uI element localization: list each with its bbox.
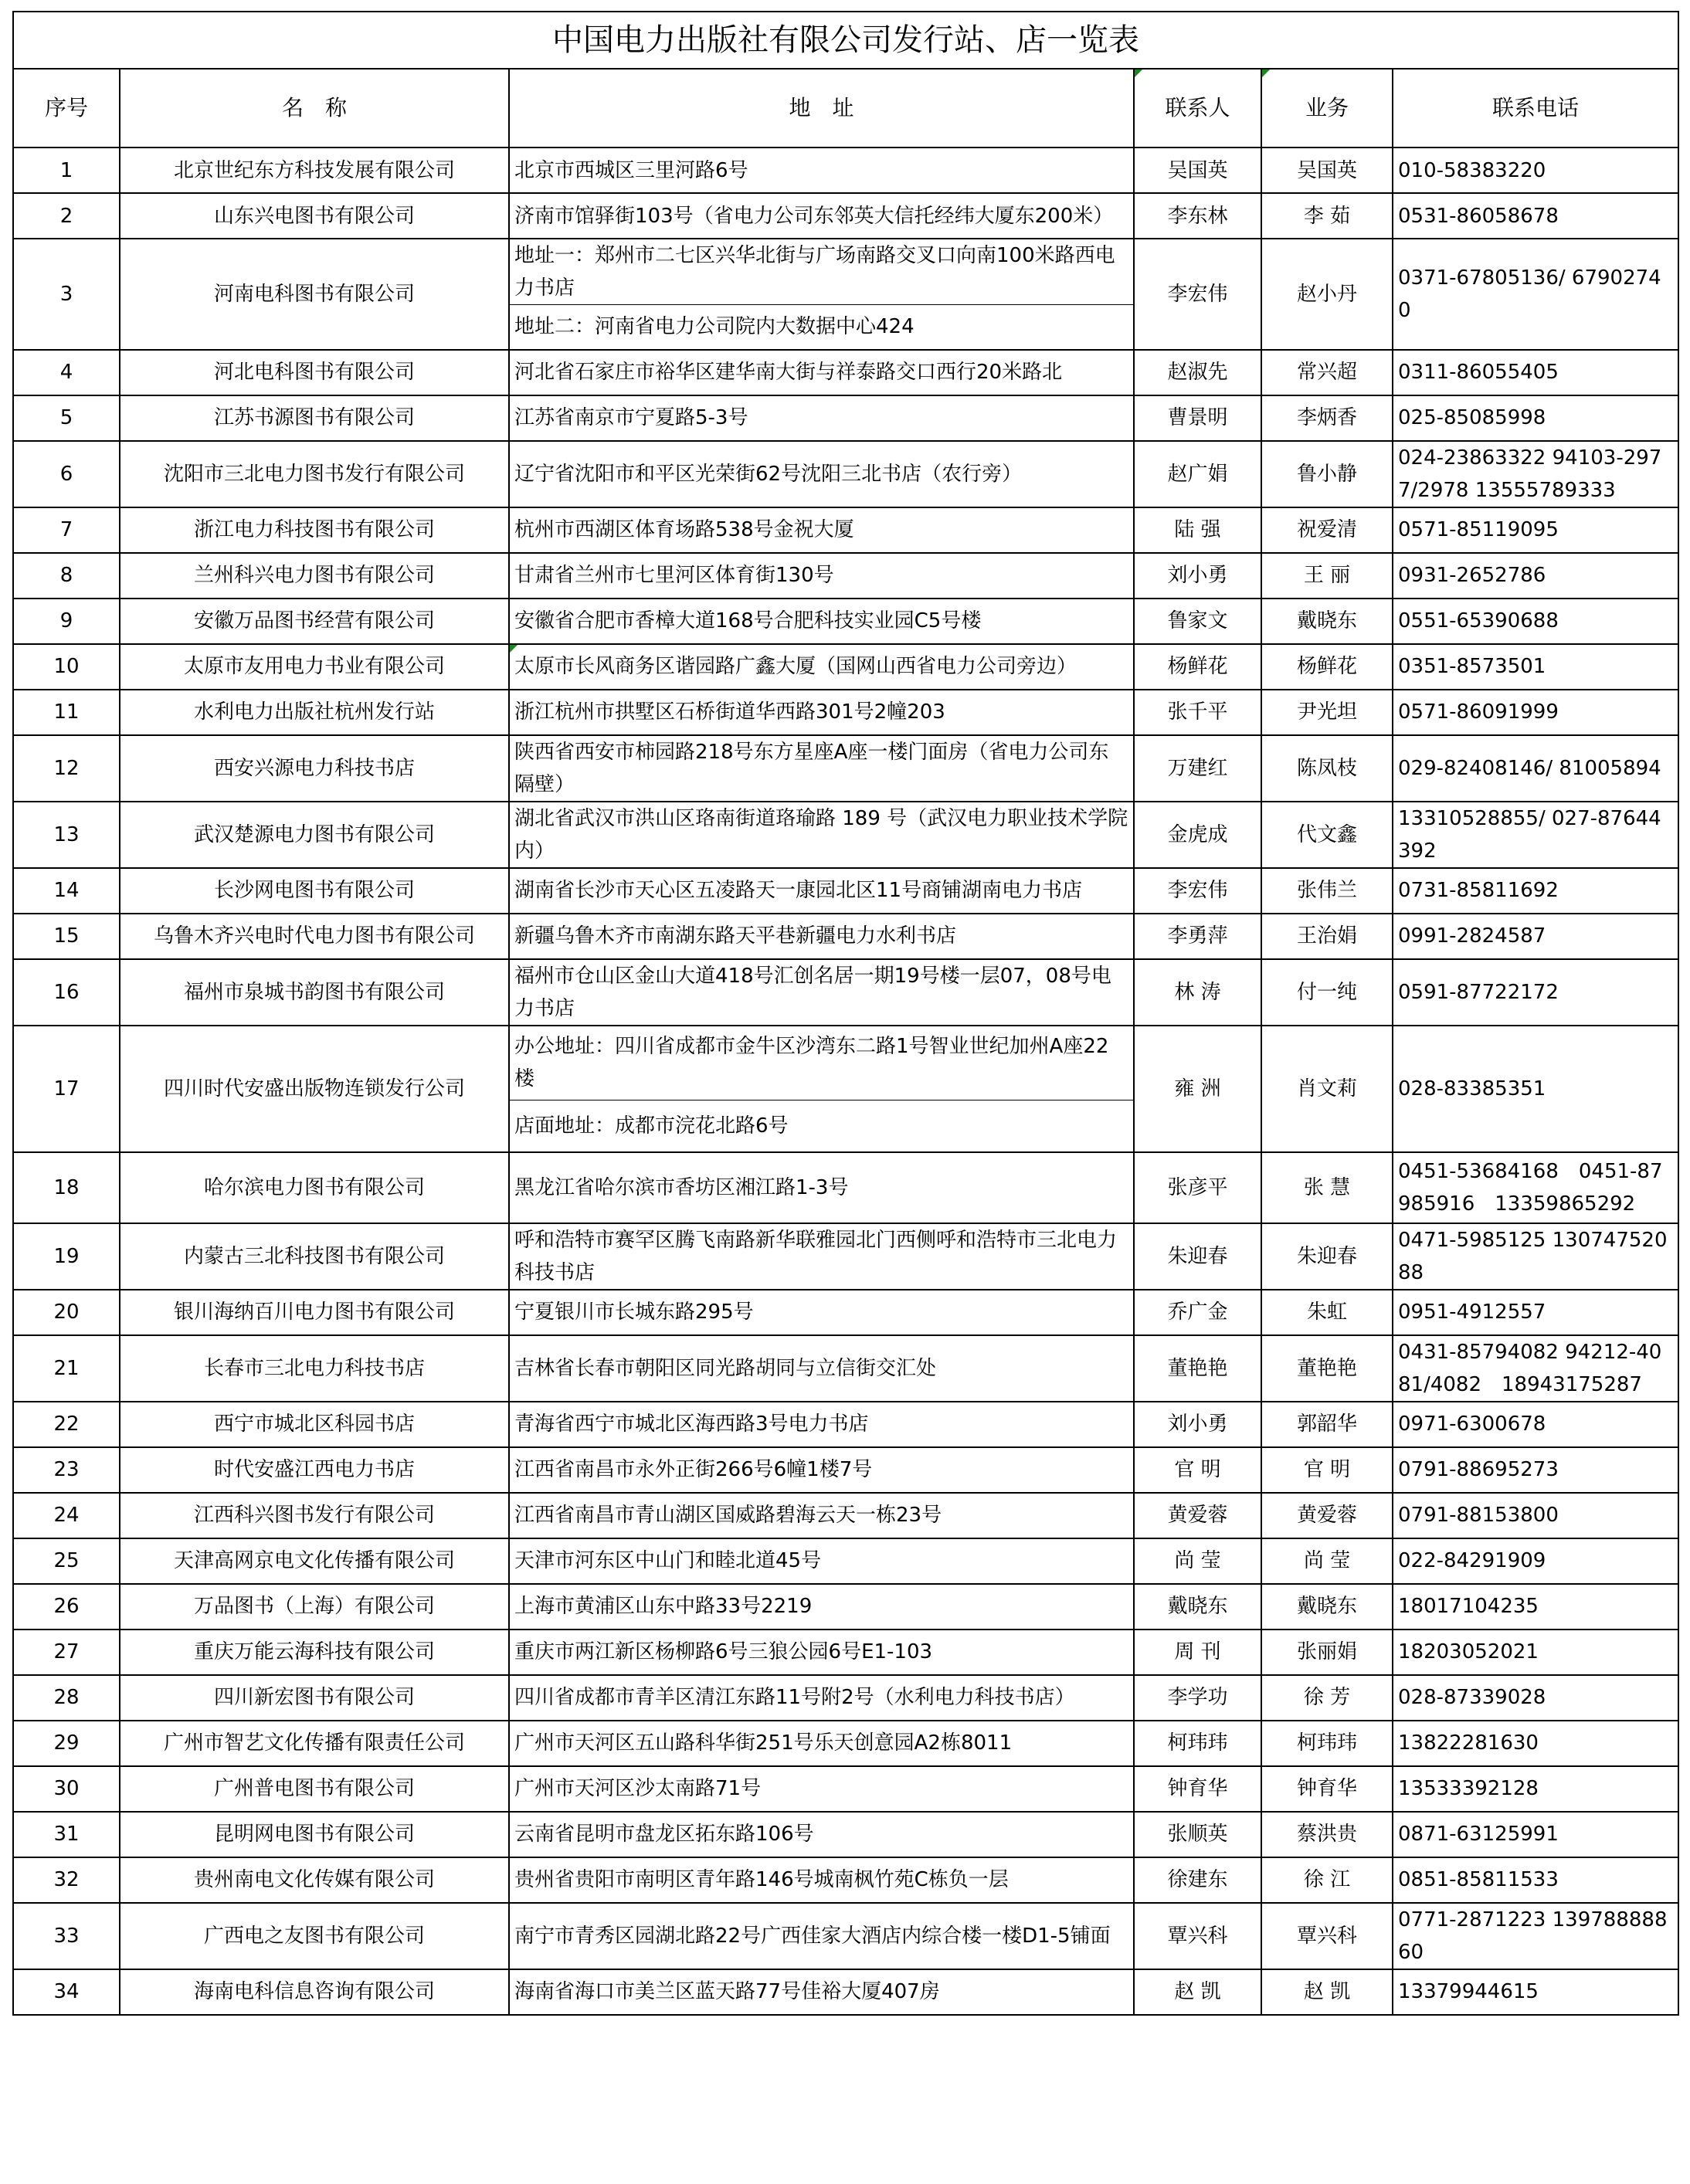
address: 江西省南昌市永外正街266号6幢1楼7号 xyxy=(509,1447,1134,1493)
contact-person: 柯玮玮 xyxy=(1134,1721,1261,1766)
address: 宁夏银川市长城东路295号 xyxy=(509,1290,1134,1335)
phone-number: 13379944615 xyxy=(1393,1969,1678,2015)
row-index: 17 xyxy=(13,1026,120,1152)
phone-number: 0591-87722172 xyxy=(1393,959,1678,1026)
phone-number: 0771-2871223 13978888860 xyxy=(1393,1903,1678,1969)
row-index: 9 xyxy=(13,599,120,644)
contact-person: 林 涛 xyxy=(1134,959,1261,1026)
row-index: 12 xyxy=(13,735,120,802)
business-person: 代文鑫 xyxy=(1261,802,1393,868)
company-name: 北京世纪东方科技发展有限公司 xyxy=(120,148,509,193)
table-row xyxy=(13,1493,1678,1538)
address: 办公地址：四川省成都市金牛区沙湾东二路1号智业世纪加州A座22楼 xyxy=(509,1026,1134,1100)
table-row xyxy=(13,350,1678,395)
row-index: 15 xyxy=(13,914,120,959)
address: 黑龙江省哈尔滨市香坊区湘江路1-3号 xyxy=(509,1152,1134,1223)
header-index: 序号 xyxy=(13,69,120,148)
phone-number: 0851-85811533 xyxy=(1393,1857,1678,1903)
address: 天津市河东区中山门和睦北道45号 xyxy=(509,1538,1134,1584)
table-row xyxy=(13,1766,1678,1812)
row-index: 22 xyxy=(13,1402,120,1447)
phone-number: 0791-88695273 xyxy=(1393,1447,1678,1493)
business-person: 赵小丹 xyxy=(1261,239,1393,350)
row-index: 26 xyxy=(13,1584,120,1630)
table-row xyxy=(13,1447,1678,1493)
row-index: 19 xyxy=(13,1223,120,1290)
row-index: 4 xyxy=(13,350,120,395)
business-person: 朱虹 xyxy=(1261,1290,1393,1335)
address: 辽宁省沈阳市和平区光荣街62号沈阳三北书店（农行旁） xyxy=(509,441,1134,507)
address: 海南省海口市美兰区蓝天路77号佳裕大厦407房 xyxy=(509,1969,1134,2015)
phone-number: 025-85085998 xyxy=(1393,395,1678,441)
phone-number: 0371-67805136/ 67902740 xyxy=(1393,239,1678,350)
phone-number: 13822281630 xyxy=(1393,1721,1678,1766)
table-row xyxy=(13,644,1678,690)
table-row xyxy=(13,1026,1678,1100)
address: 广州市天河区沙太南路71号 xyxy=(509,1766,1134,1812)
row-index: 28 xyxy=(13,1675,120,1721)
contact-person: 张彦平 xyxy=(1134,1152,1261,1223)
contact-person: 刘小勇 xyxy=(1134,1402,1261,1447)
company-name: 江苏书源图书有限公司 xyxy=(120,395,509,441)
table-row xyxy=(13,1584,1678,1630)
table-row xyxy=(13,868,1678,914)
table-row xyxy=(13,1152,1678,1223)
company-name: 乌鲁木齐兴电时代电力图书有限公司 xyxy=(120,914,509,959)
business-person: 徐 江 xyxy=(1261,1857,1393,1903)
company-name: 水利电力出版社杭州发行站 xyxy=(120,690,509,735)
row-index: 14 xyxy=(13,868,120,914)
phone-number: 028-87339028 xyxy=(1393,1675,1678,1721)
contact-person: 赵淑先 xyxy=(1134,350,1261,395)
business-person: 戴晓东 xyxy=(1261,1584,1393,1630)
company-name: 长沙网电图书有限公司 xyxy=(120,868,509,914)
contact-person: 官 明 xyxy=(1134,1447,1261,1493)
contact-person: 雍 洲 xyxy=(1134,1026,1261,1152)
address: 太原市长风商务区谐园路广鑫大厦（国网山西省电力公司旁边） xyxy=(509,644,1134,690)
row-index: 21 xyxy=(13,1335,120,1402)
business-person: 尹光坦 xyxy=(1261,690,1393,735)
phone-number: 0311-86055405 xyxy=(1393,350,1678,395)
table-row xyxy=(13,1402,1678,1447)
address: 江苏省南京市宁夏路5-3号 xyxy=(509,395,1134,441)
address: 重庆市两江新区杨柳路6号三狼公园6号E1-103 xyxy=(509,1630,1134,1675)
row-index: 2 xyxy=(13,193,120,239)
contact-person: 杨鲜花 xyxy=(1134,644,1261,690)
table-row xyxy=(13,735,1678,802)
phone-number: 0731-85811692 xyxy=(1393,868,1678,914)
company-name: 昆明网电图书有限公司 xyxy=(120,1812,509,1857)
address: 江西省南昌市青山湖区国威路碧海云天一栋23号 xyxy=(509,1493,1134,1538)
company-name: 兰州科兴电力图书有限公司 xyxy=(120,553,509,599)
company-name: 广西电之友图书有限公司 xyxy=(120,1903,509,1969)
table-row xyxy=(13,1721,1678,1766)
header-name: 名 称 xyxy=(120,69,509,148)
row-index: 7 xyxy=(13,507,120,553)
contact-person: 李宏伟 xyxy=(1134,868,1261,914)
phone-number: 0991-2824587 xyxy=(1393,914,1678,959)
contact-person: 曹景明 xyxy=(1134,395,1261,441)
company-name: 长春市三北电力科技书店 xyxy=(120,1335,509,1402)
business-person: 陈凤枝 xyxy=(1261,735,1393,802)
company-name: 万品图书（上海）有限公司 xyxy=(120,1584,509,1630)
directory-sheet xyxy=(12,11,1678,2016)
contact-person: 金虎成 xyxy=(1134,802,1261,868)
company-name: 银川海纳百川电力图书有限公司 xyxy=(120,1290,509,1335)
business-person: 覃兴科 xyxy=(1261,1903,1393,1969)
address: 呼和浩特市赛罕区腾飞南路新华联雅园北门西侧呼和浩特市三北电力科技书店 xyxy=(509,1223,1134,1290)
row-index: 31 xyxy=(13,1812,120,1857)
table-row xyxy=(13,193,1678,239)
business-person: 张丽娟 xyxy=(1261,1630,1393,1675)
contact-person: 李东林 xyxy=(1134,193,1261,239)
company-name: 福州市泉城书韵图书有限公司 xyxy=(120,959,509,1026)
row-index: 5 xyxy=(13,395,120,441)
business-person: 张伟兰 xyxy=(1261,868,1393,914)
company-name: 海南电科信息咨询有限公司 xyxy=(120,1969,509,2015)
phone-number: 028-83385351 xyxy=(1393,1026,1678,1152)
company-name: 山东兴电图书有限公司 xyxy=(120,193,509,239)
directory-table xyxy=(12,11,1679,2016)
row-index: 24 xyxy=(13,1493,120,1538)
row-index: 3 xyxy=(13,239,120,350)
table-row xyxy=(13,395,1678,441)
contact-person: 陆 强 xyxy=(1134,507,1261,553)
company-name: 江西科兴图书发行有限公司 xyxy=(120,1493,509,1538)
row-index: 29 xyxy=(13,1721,120,1766)
table-row xyxy=(13,1903,1678,1969)
phone-number: 024-23863322 94103-2977/2978 13555789333 xyxy=(1393,441,1678,507)
contact-person: 钟育华 xyxy=(1134,1766,1261,1812)
contact-person: 周 刊 xyxy=(1134,1630,1261,1675)
business-person: 戴晓东 xyxy=(1261,599,1393,644)
contact-person: 李宏伟 xyxy=(1134,239,1261,350)
company-name: 太原市友用电力书业有限公司 xyxy=(120,644,509,690)
phone-number: 0351-8573501 xyxy=(1393,644,1678,690)
business-person: 吴国英 xyxy=(1261,148,1393,193)
phone-number: 13310528855/ 027-87644392 xyxy=(1393,802,1678,868)
contact-person: 乔广金 xyxy=(1134,1290,1261,1335)
address: 云南省昆明市盘龙区拓东路106号 xyxy=(509,1812,1134,1857)
company-name: 河南电科图书有限公司 xyxy=(120,239,509,350)
address: 浙江杭州市拱墅区石桥街道华西路301号2幢203 xyxy=(509,690,1134,735)
contact-person: 张顺英 xyxy=(1134,1812,1261,1857)
row-index: 16 xyxy=(13,959,120,1026)
business-person: 常兴超 xyxy=(1261,350,1393,395)
table-row xyxy=(13,553,1678,599)
row-index: 25 xyxy=(13,1538,120,1584)
phone-number: 0571-86091999 xyxy=(1393,690,1678,735)
phone-number: 0791-88153800 xyxy=(1393,1493,1678,1538)
phone-number: 0531-86058678 xyxy=(1393,193,1678,239)
company-name: 哈尔滨电力图书有限公司 xyxy=(120,1152,509,1223)
table-row xyxy=(13,1812,1678,1857)
address: 地址一：郑州市二七区兴华北街与广场南路交叉口向南100米路西电力书店 xyxy=(509,239,1134,305)
address: 吉林省长春市朝阳区同光路胡同与立信街交汇处 xyxy=(509,1335,1134,1402)
company-name: 西宁市城北区科园书店 xyxy=(120,1402,509,1447)
row-index: 27 xyxy=(13,1630,120,1675)
table-row xyxy=(13,1969,1678,2015)
page-title: 中国电力出版社有限公司发行站、店一览表 xyxy=(13,12,1678,69)
address: 甘肃省兰州市七里河区体育街130号 xyxy=(509,553,1134,599)
contact-person: 赵广娟 xyxy=(1134,441,1261,507)
business-person: 钟育华 xyxy=(1261,1766,1393,1812)
address: 新疆乌鲁木齐市南湖东路天平巷新疆电力水利书店 xyxy=(509,914,1134,959)
address-secondary: 店面地址：成都市浣花北路6号 xyxy=(509,1100,1134,1152)
table-row xyxy=(13,1630,1678,1675)
address: 四川省成都市青羊区清江东路11号附2号（水利电力科技书店） xyxy=(509,1675,1134,1721)
contact-person: 覃兴科 xyxy=(1134,1903,1261,1969)
address: 北京市西城区三里河路6号 xyxy=(509,148,1134,193)
address: 南宁市青秀区园湖北路22号广西佳家大酒店内综合楼一楼D1-5铺面 xyxy=(509,1903,1134,1969)
contact-person: 吴国英 xyxy=(1134,148,1261,193)
table-row xyxy=(13,1290,1678,1335)
table-row xyxy=(13,1538,1678,1584)
header-phone: 联系电话 xyxy=(1393,69,1678,148)
table-row xyxy=(13,1857,1678,1903)
address: 福州市仓山区金山大道418号汇创名居一期19号楼一层07，08号电力书店 xyxy=(509,959,1134,1026)
phone-number: 0951-4912557 xyxy=(1393,1290,1678,1335)
address: 贵州省贵阳市南明区青年路146号城南枫竹苑C栋负一层 xyxy=(509,1857,1134,1903)
phone-number: 0451-53684168 0451-87985916 13359865292 xyxy=(1393,1152,1678,1223)
phone-number: 0871-63125991 xyxy=(1393,1812,1678,1857)
business-person: 李炳香 xyxy=(1261,395,1393,441)
business-person: 尚 莹 xyxy=(1261,1538,1393,1584)
phone-number: 0431-85794082 94212-4081/4082 18943175287 xyxy=(1393,1335,1678,1402)
company-name: 沈阳市三北电力图书发行有限公司 xyxy=(120,441,509,507)
business-person: 朱迎春 xyxy=(1261,1223,1393,1290)
phone-number: 029-82408146/ 81005894 xyxy=(1393,735,1678,802)
table-row xyxy=(13,1223,1678,1290)
contact-person: 赵 凯 xyxy=(1134,1969,1261,2015)
contact-person: 董艳艳 xyxy=(1134,1335,1261,1402)
phone-number: 0571-85119095 xyxy=(1393,507,1678,553)
business-person: 赵 凯 xyxy=(1261,1969,1393,2015)
phone-number: 0931-2652786 xyxy=(1393,553,1678,599)
business-person: 鲁小静 xyxy=(1261,441,1393,507)
contact-person: 徐建东 xyxy=(1134,1857,1261,1903)
company-name: 广州市智艺文化传播有限责任公司 xyxy=(120,1721,509,1766)
row-index: 30 xyxy=(13,1766,120,1812)
business-person: 徐 芳 xyxy=(1261,1675,1393,1721)
phone-number: 13533392128 xyxy=(1393,1766,1678,1812)
business-person: 蔡洪贵 xyxy=(1261,1812,1393,1857)
table-row xyxy=(13,914,1678,959)
company-name: 安徽万品图书经营有限公司 xyxy=(120,599,509,644)
table-row xyxy=(13,148,1678,193)
row-index: 34 xyxy=(13,1969,120,2015)
contact-person: 李勇萍 xyxy=(1134,914,1261,959)
row-index: 1 xyxy=(13,148,120,193)
business-person: 杨鲜花 xyxy=(1261,644,1393,690)
business-person: 王治娟 xyxy=(1261,914,1393,959)
table-row xyxy=(13,507,1678,553)
address-secondary: 地址二：河南省电力公司院内大数据中心424 xyxy=(509,305,1134,350)
table-row xyxy=(13,690,1678,735)
business-person: 官 明 xyxy=(1261,1447,1393,1493)
table-row xyxy=(13,239,1678,305)
row-index: 32 xyxy=(13,1857,120,1903)
company-name: 西安兴源电力科技书店 xyxy=(120,735,509,802)
company-name: 四川新宏图书有限公司 xyxy=(120,1675,509,1721)
contact-person: 朱迎春 xyxy=(1134,1223,1261,1290)
address: 湖南省长沙市天心区五凌路天一康园北区11号商铺湖南电力书店 xyxy=(509,868,1134,914)
address: 青海省西宁市城北区海西路3号电力书店 xyxy=(509,1402,1134,1447)
address: 上海市黄浦区山东中路33号2219 xyxy=(509,1584,1134,1630)
contact-person: 戴晓东 xyxy=(1134,1584,1261,1630)
contact-person: 张千平 xyxy=(1134,690,1261,735)
contact-person: 李学功 xyxy=(1134,1675,1261,1721)
contact-person: 尚 莹 xyxy=(1134,1538,1261,1584)
company-name: 贵州南电文化传媒有限公司 xyxy=(120,1857,509,1903)
address: 湖北省武汉市洪山区珞南街道珞瑜路 189 号（武汉电力职业技术学院内） xyxy=(509,802,1134,868)
business-person: 张 慧 xyxy=(1261,1152,1393,1223)
phone-number: 18017104235 xyxy=(1393,1584,1678,1630)
contact-person: 刘小勇 xyxy=(1134,553,1261,599)
address: 陕西省西安市柿园路218号东方星座A座一楼门面房（省电力公司东隔壁） xyxy=(509,735,1134,802)
row-index: 6 xyxy=(13,441,120,507)
table-row xyxy=(13,1335,1678,1402)
phone-number: 010-58383220 xyxy=(1393,148,1678,193)
phone-number: 18203052021 xyxy=(1393,1630,1678,1675)
row-index: 11 xyxy=(13,690,120,735)
table-row xyxy=(13,802,1678,868)
row-index: 10 xyxy=(13,644,120,690)
header-business: 业务 xyxy=(1261,69,1393,148)
business-person: 郭韶华 xyxy=(1261,1402,1393,1447)
business-person: 肖文莉 xyxy=(1261,1026,1393,1152)
company-name: 天津高网京电文化传播有限公司 xyxy=(120,1538,509,1584)
address: 河北省石家庄市裕华区建华南大街与祥泰路交口西行20米路北 xyxy=(509,350,1134,395)
row-index: 13 xyxy=(13,802,120,868)
business-person: 柯玮玮 xyxy=(1261,1721,1393,1766)
company-name: 内蒙古三北科技图书有限公司 xyxy=(120,1223,509,1290)
header-address: 地 址 xyxy=(509,69,1134,148)
row-index: 18 xyxy=(13,1152,120,1223)
company-name: 浙江电力科技图书有限公司 xyxy=(120,507,509,553)
company-name: 时代安盛江西电力书店 xyxy=(120,1447,509,1493)
business-person: 祝爱清 xyxy=(1261,507,1393,553)
business-person: 李 茹 xyxy=(1261,193,1393,239)
phone-number: 0971-6300678 xyxy=(1393,1402,1678,1447)
address: 杭州市西湖区体育场路538号金祝大厦 xyxy=(509,507,1134,553)
phone-number: 0551-65390688 xyxy=(1393,599,1678,644)
row-index: 20 xyxy=(13,1290,120,1335)
table-row xyxy=(13,959,1678,1026)
company-name: 重庆万能云海科技有限公司 xyxy=(120,1630,509,1675)
company-name: 四川时代安盛出版物连锁发行公司 xyxy=(120,1026,509,1152)
row-index: 33 xyxy=(13,1903,120,1969)
table-row xyxy=(13,441,1678,507)
business-person: 黄爱蓉 xyxy=(1261,1493,1393,1538)
table-row xyxy=(13,1675,1678,1721)
company-name: 武汉楚源电力图书有限公司 xyxy=(120,802,509,868)
contact-person: 万建红 xyxy=(1134,735,1261,802)
address: 广州市天河区五山路科华街251号乐天创意园A2栋8011 xyxy=(509,1721,1134,1766)
address: 安徽省合肥市香樟大道168号合肥科技实业园C5号楼 xyxy=(509,599,1134,644)
phone-number: 022-84291909 xyxy=(1393,1538,1678,1584)
business-person: 董艳艳 xyxy=(1261,1335,1393,1402)
company-name: 广州普电图书有限公司 xyxy=(120,1766,509,1812)
contact-person: 黄爱蓉 xyxy=(1134,1493,1261,1538)
business-person: 付一纯 xyxy=(1261,959,1393,1026)
table-row xyxy=(13,599,1678,644)
business-person: 王 丽 xyxy=(1261,553,1393,599)
header-contact: 联系人 xyxy=(1134,69,1261,148)
row-index: 23 xyxy=(13,1447,120,1493)
row-index: 8 xyxy=(13,553,120,599)
address: 济南市馆驿街103号（省电力公司东邻英大信托经纬大厦东200米） xyxy=(509,193,1134,239)
phone-number: 0471-5985125 13074752088 xyxy=(1393,1223,1678,1290)
company-name: 河北电科图书有限公司 xyxy=(120,350,509,395)
contact-person: 鲁家文 xyxy=(1134,599,1261,644)
